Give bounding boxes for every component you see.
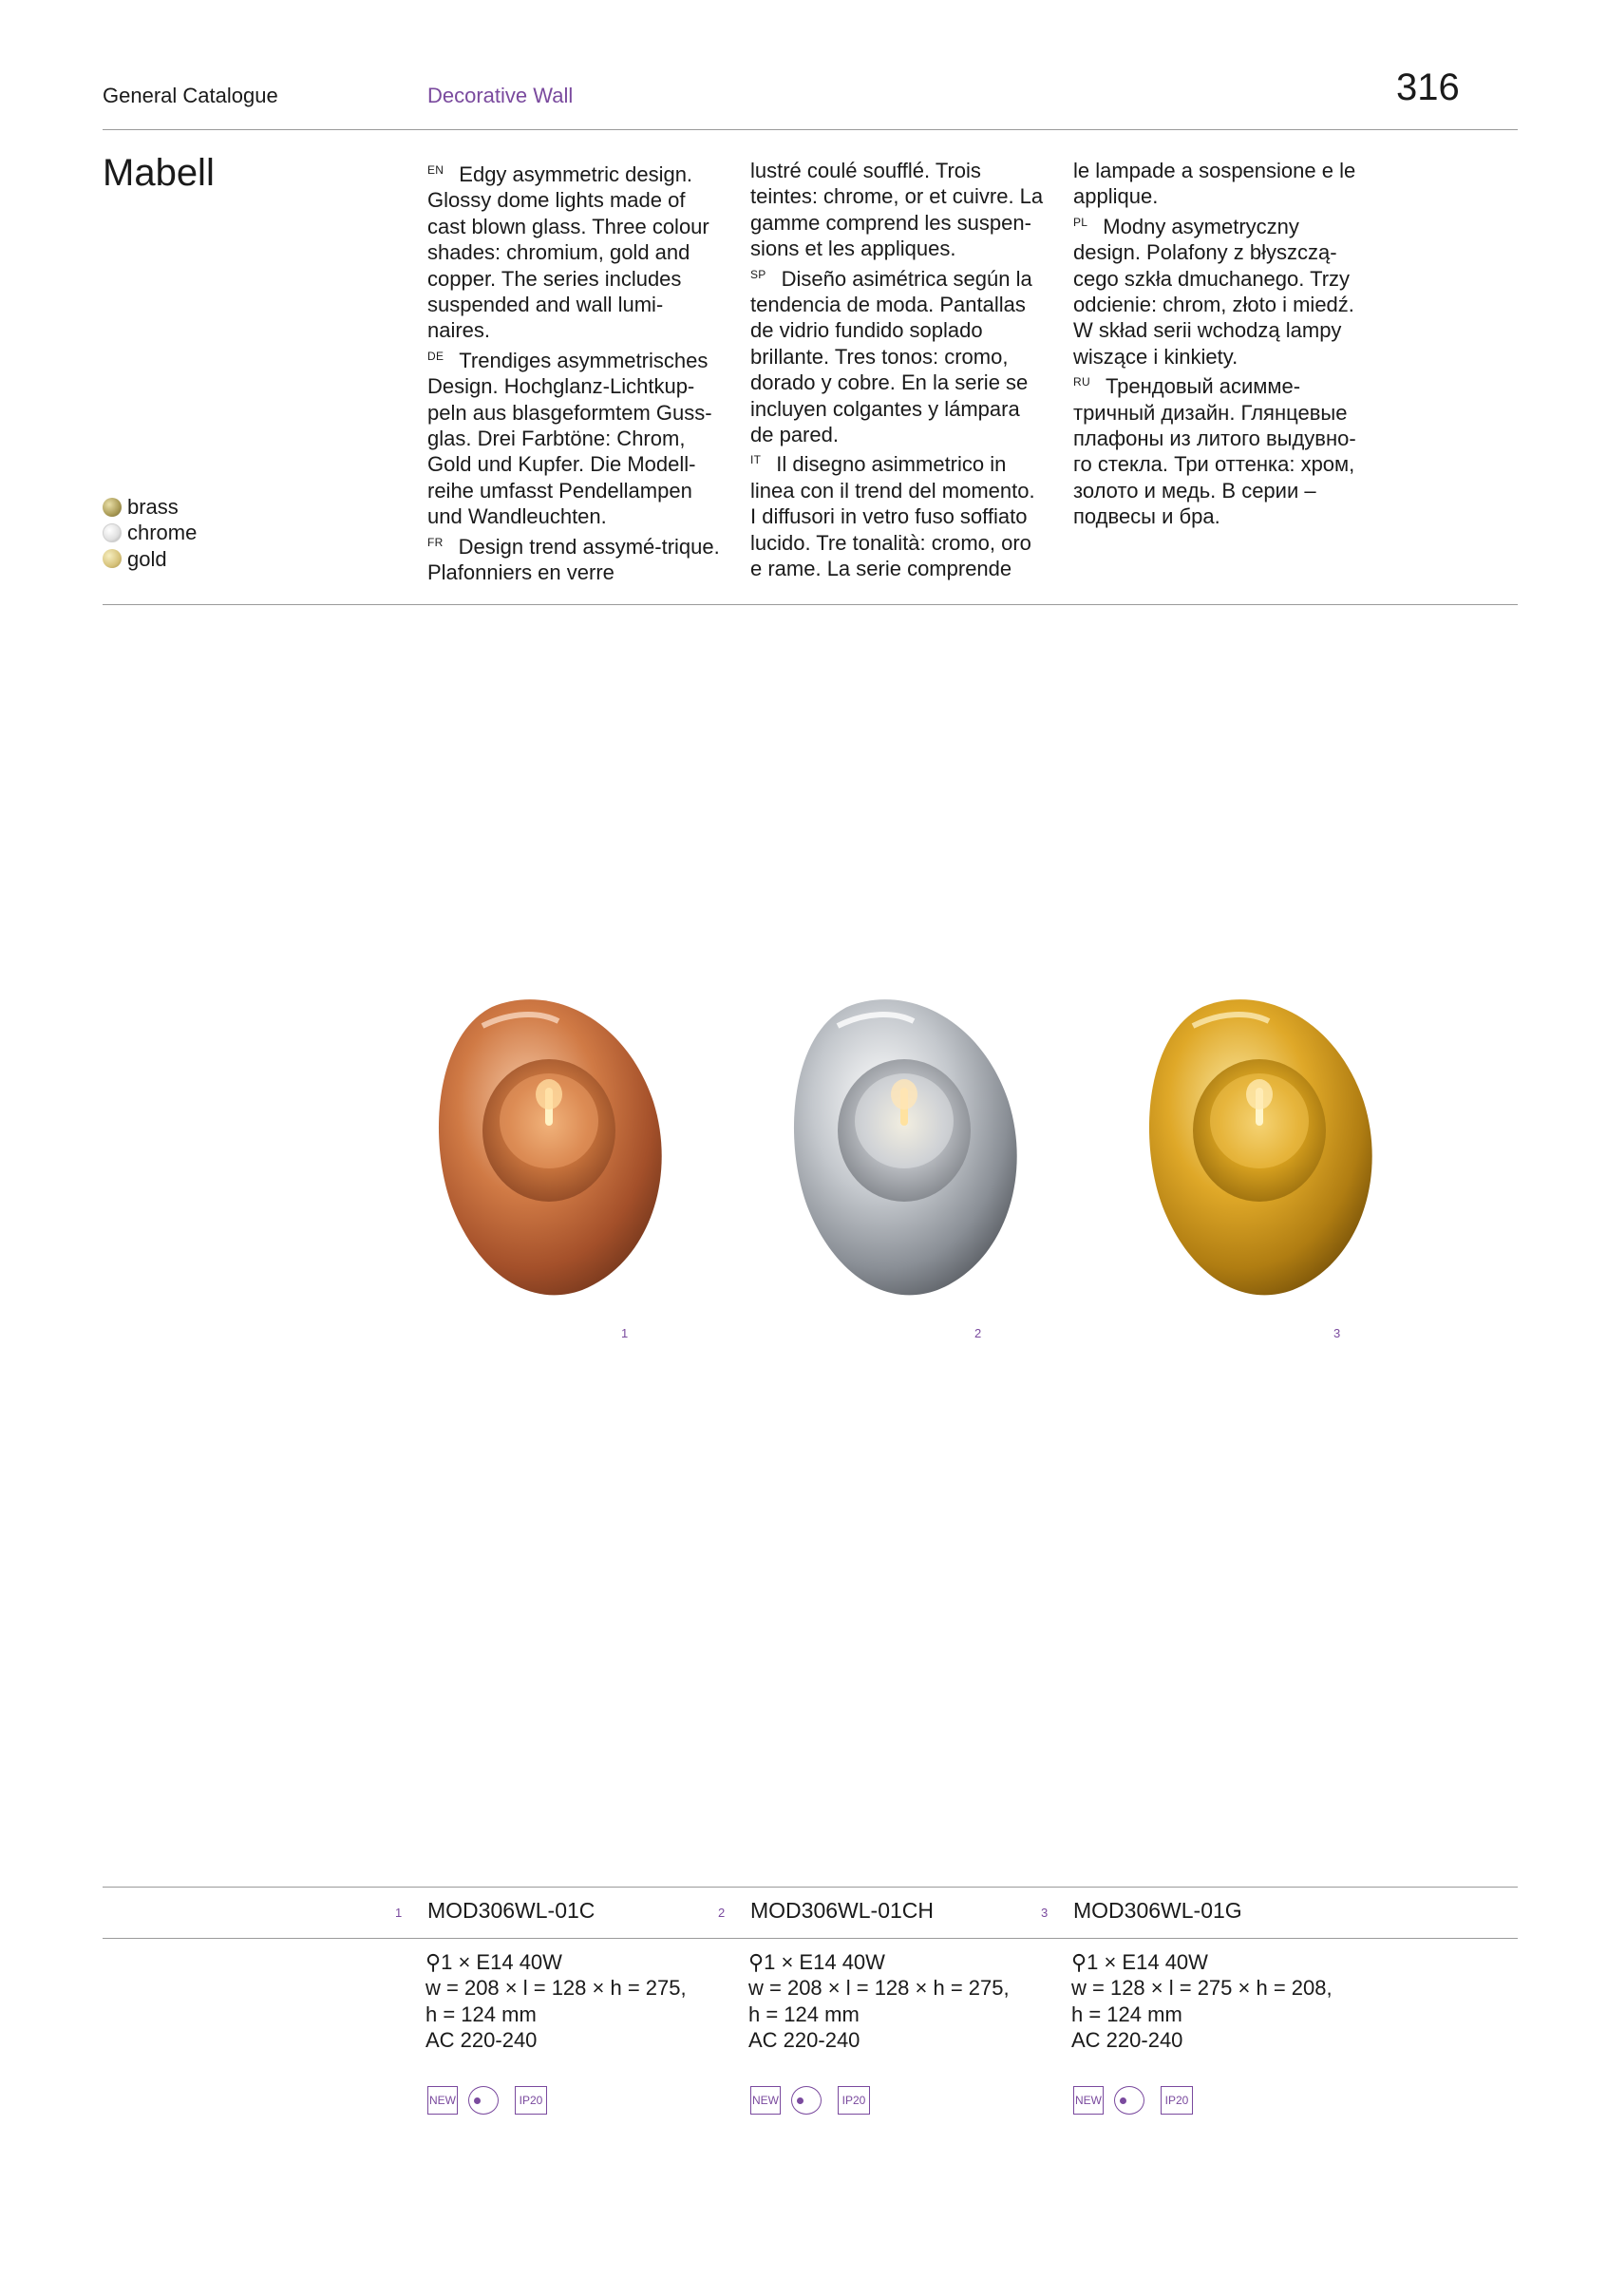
image-index-2: 2 <box>974 1326 982 1340</box>
finish-label: gold <box>127 546 167 571</box>
mounting-class-icon <box>468 2086 499 2115</box>
badges-1 <box>427 2086 547 2115</box>
bulb-icon: ⚲ <box>748 1950 765 1974</box>
page-number: 316 <box>1396 66 1460 108</box>
text-ru: Трендовый асимме-тричный дизайн. Глянцевые плафоны из литого выдувно-го стекла. Три оттенка: хром, золото и медь. В серии – подвесы и бра. <box>1073 374 1356 529</box>
text-fr: Design trend assymé-trique. Plafonniers en verre <box>427 534 720 585</box>
finish-gold <box>103 546 197 572</box>
power-spec: AC 220-240 <box>425 2028 538 2053</box>
model-index-3: 3 <box>1041 1906 1049 1920</box>
badges-3 <box>1073 2086 1193 2115</box>
lang-tag-sp: SP <box>750 267 766 281</box>
lamp-image-chrome <box>781 988 1028 1301</box>
text-it-continued: le lampade a sospensione e le applique. <box>1073 159 1356 209</box>
ip-rating-badge-icon: IP20 <box>515 2086 547 2115</box>
power-spec: AC 220-240 <box>748 2028 860 2053</box>
text-de: Trendiges asymmetrisches Design. Hochglanz-Lichtkup-peln aus blasgeformtem Guss-glas. Drei Farbtöne: Chrom, Gold und Kupfer. Die Modell-reihe umfasst Pendellampen und Wandleuchten. <box>427 348 712 529</box>
chrome-swatch-icon <box>103 523 122 542</box>
dimensions-line-2: h = 124 mm <box>1071 2002 1182 2026</box>
lang-tag-en: EN <box>427 163 444 177</box>
catalogue-name: General Catalogue <box>103 84 278 107</box>
image-index-1: 1 <box>621 1326 629 1340</box>
dimensions-line-1: w = 208 × l = 128 × h = 275, <box>748 1976 1010 2001</box>
lang-tag-de: DE <box>427 349 444 363</box>
lamp-spec: 1 × E14 40W <box>441 1950 562 1974</box>
gold-swatch-icon <box>103 549 122 568</box>
new-badge-icon: NEW <box>427 2086 458 2115</box>
finish-chrome <box>103 520 197 545</box>
finish-label: chrome <box>127 521 198 545</box>
dimensions-line-1: w = 128 × l = 275 × h = 208, <box>1071 1976 1333 2001</box>
power-spec: AC 220-240 <box>1071 2028 1183 2053</box>
text-sp: Diseño asimétrica según la tendencia de moda. Pantallas de vidrio fundido soplado brillante. Tres tonos: cromo, dorado y cobre. En la serie se incluyen colgantes y lámpara de pared. <box>750 266 1032 447</box>
text-fr-continued: lustré coulé soufflé. Trois teintes: chrome, or et cuivre. La gamme comprend les suspen-sions et les appliques. <box>750 159 1044 261</box>
text-en: Edgy asymmetric design. Glossy dome lights made of cast blown glass. Three colour shades: chromium, gold and copper. The series includes suspended and wall lumi-naires. <box>427 162 709 343</box>
lamp-spec: 1 × E14 40W <box>764 1950 885 1974</box>
lamp-spec: 1 × E14 40W <box>1087 1950 1208 1974</box>
model-specs-2 <box>748 1949 1062 2054</box>
ip-rating-badge-icon: IP20 <box>1161 2086 1193 2115</box>
model-code-3: MOD306WL-01G <box>1073 1898 1242 1923</box>
text-pl: Modny asymetryczny design. Polafony z błyszczą-cego szkła dmuchanego. Trzy odcienie: chrom, złoto i miedź. W skład serii wchodzą lampy wiszące i kinkiety. <box>1073 214 1354 369</box>
text-it: Il disegno asimmetrico in linea con il trend del momento. I diffusori in vetro fuso soffiato lucido. Tre tonalità: cromo, oro e rame. La serie comprende <box>750 452 1035 581</box>
description-column-3 <box>1073 158 1368 530</box>
description-divider <box>103 604 1518 605</box>
bulb-icon: ⚲ <box>425 1950 442 1974</box>
finish-list <box>103 494 197 572</box>
lamp-image-gold <box>1136 988 1383 1301</box>
dimensions-line-1: w = 208 × l = 128 × h = 275, <box>425 1976 687 2001</box>
new-badge-icon: NEW <box>750 2086 781 2115</box>
model-index-2: 2 <box>718 1906 726 1920</box>
dimensions-line-2: h = 124 mm <box>748 2002 860 2026</box>
description-column-2 <box>750 158 1045 582</box>
section-name: Decorative Wall <box>427 84 574 107</box>
models-header-divider <box>103 1938 1518 1939</box>
model-index-1: 1 <box>395 1906 403 1920</box>
ip-rating-badge-icon: IP20 <box>838 2086 870 2115</box>
lang-tag-ru: RU <box>1073 375 1090 389</box>
mounting-class-icon <box>791 2086 822 2115</box>
description-column-1 <box>427 158 722 586</box>
new-badge-icon: NEW <box>1073 2086 1104 2115</box>
model-specs-1 <box>425 1949 739 2054</box>
header-divider <box>103 129 1518 130</box>
finish-label: brass <box>127 495 179 519</box>
model-code-1: MOD306WL-01C <box>427 1898 596 1923</box>
lang-tag-fr: FR <box>427 535 444 549</box>
finish-brass <box>103 494 197 520</box>
lamp-image-copper <box>425 988 672 1301</box>
model-code-2: MOD306WL-01CH <box>750 1898 934 1923</box>
image-index-3: 3 <box>1333 1326 1341 1340</box>
models-top-divider <box>103 1887 1518 1888</box>
model-specs-3 <box>1071 1949 1385 2054</box>
lang-tag-it: IT <box>750 453 762 467</box>
bulb-icon: ⚲ <box>1071 1950 1087 1974</box>
mounting-class-icon <box>1114 2086 1144 2115</box>
brass-swatch-icon <box>103 498 122 517</box>
badges-2 <box>750 2086 870 2115</box>
product-title: Mabell <box>103 152 215 194</box>
dimensions-line-2: h = 124 mm <box>425 2002 537 2026</box>
lang-tag-pl: PL <box>1073 215 1088 229</box>
